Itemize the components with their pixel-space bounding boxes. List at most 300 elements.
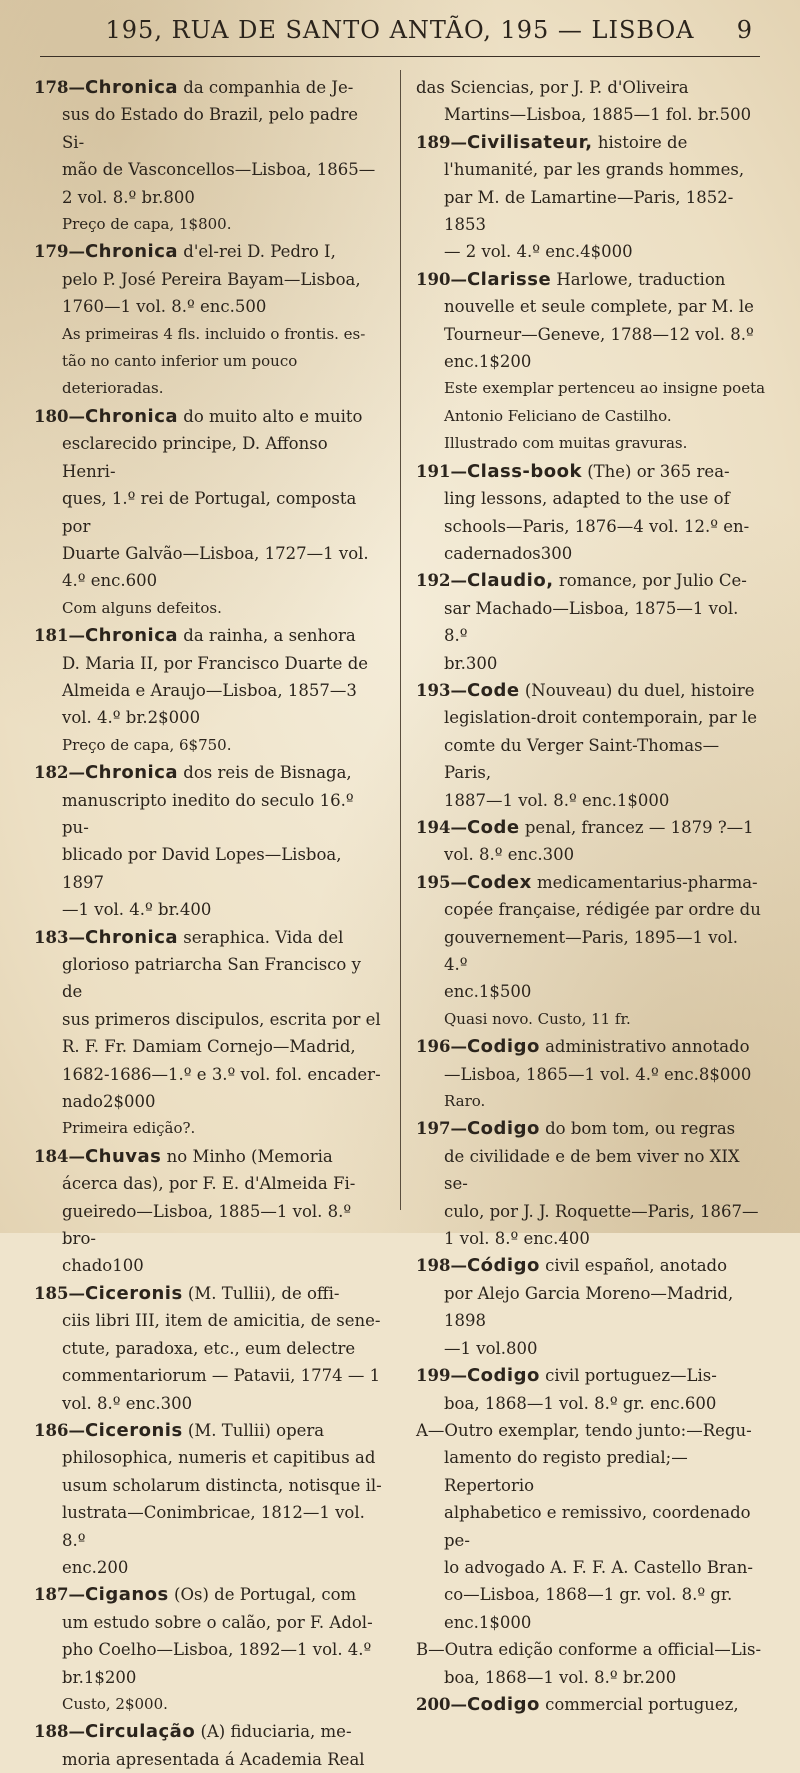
entry-price-line (416, 238, 766, 265)
entry-text: histoire de (597, 132, 688, 152)
entry-text: ctute, paradoxa, etc., eum delectre (62, 1338, 356, 1358)
entry-text: Tourneur—Geneve, 1788—12 vol. 8.º (444, 324, 754, 344)
catalogue-entry (416, 567, 766, 677)
entry-line (416, 1252, 766, 1279)
left-column (34, 74, 384, 1773)
entry-heading: Chuvas (84, 1145, 162, 1167)
entry-note: Antonio Feliciano de Castilho. (444, 406, 672, 425)
entry-number: 179— (34, 242, 85, 262)
entry-text: co—Lisboa, 1868—1 gr. vol. 8.º gr. (444, 1585, 733, 1605)
entry-number: 197— (416, 1119, 467, 1139)
entry-price: 500 (719, 105, 752, 125)
entry-line (416, 184, 766, 239)
entry-text: do bom tom, ou regras (545, 1119, 736, 1139)
entry-line (416, 1362, 766, 1389)
entry-line (34, 1006, 384, 1033)
entry-text: 2 vol. 8.º br. (62, 187, 164, 207)
entry-number: 193— (416, 680, 467, 700)
catalogue-entry (416, 74, 766, 129)
entry-price: 100 (112, 1256, 144, 1276)
entry-number: 191— (416, 461, 467, 481)
entry-text: blicado por David Lopes—Lisboa, 1897 (62, 845, 342, 892)
entry-text: civil portuguez—Lis- (545, 1366, 717, 1386)
entry-text: par M. de Lamartine—Paris, 1852-1853 (444, 187, 734, 235)
entry-line (416, 293, 766, 320)
entry-text: copée française, rédigée par ordre du (444, 900, 761, 920)
entry-text: vol. 8.º enc. (444, 845, 543, 865)
entry-price: 600 (684, 1393, 717, 1413)
entry-note: Este exemplar pertenceu ao insigne poeta (444, 379, 766, 398)
entry-line (34, 677, 384, 704)
entry-text: schools—Paris, 1876—4 vol. 12.º en- (444, 516, 750, 536)
catalogue-entry (34, 1718, 384, 1773)
entry-price-line (34, 1088, 384, 1115)
entry-text: pelo P. José Pereira Bayam—Lisboa, (62, 269, 361, 289)
entry-number: 196— (416, 1037, 467, 1057)
entry-text: cadernados (444, 543, 541, 563)
entry-line (34, 403, 384, 430)
entry-price: 200 (644, 1667, 677, 1687)
entry-text: —1 vol. (444, 1338, 507, 1358)
entry-price: 800 (506, 1338, 538, 1358)
entry-text: ácerca das), por F. E. d'Almeida Fi- (62, 1174, 356, 1194)
entry-heading: Class-book (466, 460, 582, 482)
entry-line (416, 1143, 766, 1198)
entry-line (416, 321, 766, 348)
catalogue-entry (34, 622, 384, 759)
catalogue-entry (416, 1691, 766, 1718)
entry-line (416, 266, 766, 293)
entry-price-line (34, 704, 384, 731)
catalogue-entry (416, 1115, 766, 1252)
entry-text: um estudo sobre o calão, por F. Adol- (62, 1612, 373, 1632)
entry-line (416, 732, 766, 787)
entry-price-line (416, 1335, 766, 1362)
entry-text: de civilidade e de bem viver no XIX se- (444, 1146, 740, 1194)
entry-text: —1 vol. 4.º br. (62, 900, 180, 920)
entry-text: glorioso patriarcha San Francisco y de (62, 955, 361, 1002)
entry-price: 1$000 (616, 790, 670, 810)
entry-line (34, 101, 384, 156)
entry-price: 400 (179, 900, 212, 920)
entry-text: boa, 1868—1 vol. 8.º br. (444, 1667, 645, 1687)
entry-line (416, 1033, 766, 1060)
catalogue-entry (34, 1581, 384, 1718)
entry-line (416, 1636, 766, 1663)
entry-text: manuscripto inedito do seculo 16.º pu- (62, 790, 354, 837)
entry-text: gouvernement—Paris, 1895—1 vol. 4.º (444, 927, 738, 974)
entry-line (34, 1472, 384, 1499)
entry-text: enc. (444, 982, 479, 1002)
entry-text: comte du Verger Saint-Thomas—Paris, (444, 735, 720, 783)
entry-text: da companhia de Je- (183, 78, 354, 97)
catalogue-entry (416, 266, 766, 458)
entry-price-line (34, 567, 384, 594)
entry-text: Duarte Galvão—Lisboa, 1727—1 vol. (62, 543, 369, 563)
header-rule (40, 56, 760, 57)
entry-note: tão no canto inferior um pouco deterioradas. (62, 352, 298, 398)
entry-text: (M. Tullii), de offi- (187, 1283, 340, 1303)
entry-price-line (34, 1664, 384, 1691)
entry-text: lamento do registo predial;—Repertorio (444, 1448, 688, 1495)
entry-number: 189— (416, 132, 467, 152)
entry-text: gueiredo—Lisboa, 1885—1 vol. 8.º bro- (62, 1201, 352, 1249)
catalogue-entry (34, 759, 384, 923)
entry-line (34, 1307, 384, 1334)
entry-note: Custo, 2$000. (62, 1694, 168, 1713)
entry-price: 800 (163, 187, 195, 207)
entry-text: (A) fiduciaria, me- (200, 1722, 352, 1742)
catalogue-entry (34, 403, 384, 622)
entry-text: d'el-rei D. Pedro I, (183, 242, 336, 262)
entry-note: Primeira edição?. (62, 1119, 196, 1138)
entry-text: B—Outra edição conforme a official—Lis- (416, 1640, 762, 1660)
catalogue-entry (416, 129, 766, 266)
entry-text: alphabetico e remissivo, coordenado pe- (444, 1503, 751, 1550)
entry-price-line (416, 978, 766, 1005)
entry-price-line (34, 1252, 384, 1279)
entry-text: lo advogado A. F. F. A. Castello Bran- (444, 1557, 753, 1577)
entry-price: 2$000 (147, 708, 201, 728)
entry-line (34, 156, 384, 183)
entry-line (416, 156, 766, 183)
entry-line (416, 485, 766, 512)
entry-text: pho Coelho—Lisboa, 1892—1 vol. 4.º (62, 1640, 372, 1660)
entry-text: legislation-droit contemporain, par le (444, 708, 758, 728)
entry-line (34, 266, 384, 293)
entry-price-line (416, 348, 766, 375)
entry-line (34, 1143, 384, 1170)
catalogue-entry (416, 1636, 766, 1691)
right-column (416, 74, 766, 1718)
entry-price-line (34, 896, 384, 923)
entry-price-line (416, 1609, 766, 1636)
entry-line (416, 1444, 766, 1499)
entry-line (34, 1718, 384, 1745)
entry-text: do muito alto e muito (183, 406, 363, 426)
entry-price-line (416, 540, 766, 567)
entry-line (34, 759, 384, 786)
entry-number: 194— (416, 817, 467, 837)
entry-line (34, 622, 384, 649)
entry-text: enc. (62, 1557, 97, 1577)
entry-price: 300 (542, 845, 575, 865)
entry-note: Raro. (444, 1092, 486, 1111)
entry-line (34, 1198, 384, 1253)
entry-line (416, 458, 766, 485)
entry-line (34, 1335, 384, 1362)
entry-price-line (34, 1390, 384, 1417)
entry-heading: Circulação (84, 1721, 196, 1743)
entry-text: A—Outro exemplar, tendo junto:—Regu- (416, 1420, 752, 1440)
entry-number: 181— (34, 626, 85, 646)
catalogue-entry (34, 1280, 384, 1417)
entry-text: usum scholarum distincta, notisque il- (62, 1475, 382, 1495)
entry-line (34, 1746, 384, 1773)
entry-text: no Minho (Memoria (166, 1146, 333, 1166)
entry-text: l'humanité, par les grands hommes, (444, 160, 745, 180)
entry-line (34, 1581, 384, 1608)
entry-line (34, 650, 384, 677)
entry-text: dos reis de Bisnaga, (183, 763, 352, 783)
entry-line (416, 129, 766, 156)
entry-line (416, 814, 766, 841)
entry-line (34, 951, 384, 1006)
entry-number: 198— (416, 1256, 467, 1276)
entry-text: culo, por J. J. Roquette—Paris, 1867— (444, 1201, 759, 1221)
entry-line (416, 74, 766, 101)
entry-text: enc. (444, 1612, 479, 1632)
page-number: 9 (736, 16, 752, 44)
entry-heading: Chronica (84, 926, 179, 948)
entry-text: — 2 vol. 4.º enc. (444, 242, 581, 262)
entry-line (34, 1170, 384, 1197)
entry-text: seraphica. Vida del (183, 927, 344, 947)
entry-price: 1$000 (478, 1612, 532, 1632)
entry-heading: Code (466, 679, 520, 701)
entry-text: mão de Vasconcellos—Lisboa, 1865— (62, 160, 376, 180)
entry-price: 1$200 (478, 352, 532, 372)
entry-number: 187— (34, 1585, 85, 1605)
entry-text: br. (444, 653, 466, 673)
entry-text: (Nouveau) du duel, histoire (524, 680, 755, 700)
entry-text: 1760—1 vol. 8.º enc. (62, 297, 235, 317)
entry-text: ling lessons, adapted to the use of (444, 489, 730, 509)
entry-number: 180— (34, 406, 85, 426)
entry-number: 199— (416, 1366, 467, 1386)
entry-price-line (416, 1061, 766, 1088)
entry-heading: Codex (466, 871, 532, 893)
entry-text: (Os) de Portugal, com (174, 1585, 357, 1605)
column-divider (400, 70, 401, 1210)
entry-line (34, 1499, 384, 1554)
entry-heading: Claudio, (466, 570, 554, 592)
entry-line (416, 1581, 766, 1608)
entry-line (34, 1280, 384, 1307)
entry-text: civil español, anotado (545, 1256, 728, 1276)
entry-number: 192— (416, 571, 467, 591)
entry-price: 300 (465, 653, 498, 673)
entry-number: 183— (34, 927, 85, 947)
entry-line (416, 869, 766, 896)
entry-number: 200— (416, 1694, 467, 1714)
entry-price: 2$000 (102, 1092, 156, 1112)
entry-text: boa, 1868—1 vol. 8.º gr. enc. (444, 1393, 685, 1413)
catalogue-entry (416, 814, 766, 869)
entry-line (416, 567, 766, 594)
entry-line (34, 1444, 384, 1471)
entry-line (34, 1636, 384, 1663)
entry-number: 190— (416, 269, 467, 289)
entry-text: commercial portuguez, (545, 1694, 739, 1714)
entry-text: da rainha, a senhora (183, 626, 356, 646)
entry-line (34, 1609, 384, 1636)
entry-heading: Chronica (84, 77, 179, 98)
entry-text: esclarecido principe, D. Affonso Henri- (62, 434, 328, 481)
entry-price: 300 (540, 543, 573, 563)
entry-line (416, 677, 766, 704)
entry-price-line (416, 841, 766, 868)
catalogue-entry (416, 1362, 766, 1417)
entry-text: medicamentarius-pharma- (536, 872, 758, 892)
entry-note: Preço de capa, 6$750. (62, 735, 232, 754)
entry-text: Martins—Lisboa, 1885—1 fol. br. (444, 105, 720, 125)
entry-line (34, 238, 384, 265)
entry-text: vol. 4.º br. (62, 708, 148, 728)
entry-heading: Chronica (84, 762, 179, 784)
entry-heading: Clarisse (466, 268, 552, 290)
entry-line (416, 595, 766, 650)
entry-price: 1$200 (83, 1667, 137, 1687)
entry-heading: Chronica (84, 405, 179, 427)
entry-text: 4.º enc. (62, 571, 126, 591)
entry-price-line (34, 1554, 384, 1581)
entry-line (416, 1691, 766, 1718)
entry-text: sus do Estado do Brazil, pelo padre Si- (62, 105, 358, 152)
entry-price-line (416, 101, 766, 128)
entry-line (34, 430, 384, 485)
entry-text: 1682-1686—1.º e 3.º vol. fol. encader- (62, 1064, 381, 1084)
entry-line (416, 513, 766, 540)
entry-text: commentariorum — Patavii, 1774 — 1 (62, 1366, 381, 1386)
entry-note: As primeiras 4 fls. incluido o frontis. es- (62, 324, 366, 343)
entry-line (34, 1061, 384, 1088)
entry-heading: Ciceronis (84, 1419, 183, 1441)
entry-text: nouvelle et seule complete, par M. le (444, 297, 754, 317)
entry-text: nado (62, 1092, 103, 1112)
entry-price: 1$500 (478, 982, 532, 1002)
entry-heading: Chronica (84, 625, 179, 647)
entry-text: lustrata—Conimbricae, 1812—1 vol. 8.º (62, 1503, 365, 1550)
entry-price-line (416, 1390, 766, 1417)
entry-line (416, 924, 766, 979)
catalogue-entry (34, 1143, 384, 1280)
entry-price-line (416, 1664, 766, 1691)
entry-line (416, 704, 766, 731)
entry-number: 184— (34, 1146, 85, 1166)
entry-price: 600 (125, 571, 158, 591)
entry-number: 178— (34, 78, 85, 97)
entry-note: Illustrado com muitas gravuras. (444, 434, 688, 453)
entry-price: 300 (160, 1393, 193, 1413)
entry-heading: Codigo (466, 1365, 540, 1387)
entry-text: ques, 1.º rei de Portugal, composta por (62, 489, 357, 536)
entry-line (416, 1198, 766, 1225)
entry-heading: Código (466, 1255, 540, 1277)
entry-text: 1887—1 vol. 8.º enc. (444, 790, 617, 810)
entry-line (34, 1033, 384, 1060)
entry-text: moria apresentada á Academia Real (62, 1749, 365, 1769)
entry-price: 200 (96, 1557, 129, 1577)
entry-heading: Ciceronis (84, 1282, 183, 1304)
entry-line (34, 74, 384, 101)
entry-line (416, 1115, 766, 1142)
entry-price-line (416, 650, 766, 677)
entry-text: administrativo annotado (545, 1037, 750, 1057)
entry-text: chado (62, 1256, 113, 1276)
entry-number: 188— (34, 1722, 85, 1742)
entry-text: enc. (444, 352, 479, 372)
entry-line (34, 787, 384, 842)
entry-line (416, 896, 766, 923)
page-header: 195, RUA DE SANTO ANTÃO, 195 — LISBOA (105, 16, 695, 44)
catalogue-entry (416, 677, 766, 814)
catalogue-entry (34, 924, 384, 1143)
entry-line (34, 841, 384, 896)
entry-heading: Codigo (466, 1118, 540, 1140)
entry-note: Quasi novo. Custo, 11 fr. (444, 1009, 631, 1028)
entry-heading: Civilisateur, (466, 131, 593, 153)
entry-note: Preço de capa, 1$800. (62, 215, 232, 234)
entry-text: 1 vol. 8.º enc. (444, 1229, 559, 1249)
entry-text: —Lisboa, 1865—1 vol. 4.º enc. (444, 1064, 699, 1084)
entry-price-line (34, 293, 384, 320)
entry-price: 4$000 (580, 242, 633, 262)
catalogue-entry (416, 458, 766, 568)
entry-price: 500 (234, 297, 267, 317)
entry-line (34, 1417, 384, 1444)
entry-text: D. Maria II, por Francisco Duarte de (62, 653, 369, 673)
catalogue-entry (34, 74, 384, 238)
entry-text: por Alejo Garcia Moreno—Madrid, 1898 (444, 1283, 734, 1331)
entry-line (416, 1280, 766, 1335)
catalogue-entry (416, 1252, 766, 1362)
catalogue-entry (34, 1417, 384, 1581)
entry-price-line (416, 1225, 766, 1252)
entry-text: (M. Tullii) opera (187, 1420, 325, 1440)
entry-heading: Chronica (84, 241, 179, 263)
entry-price: 8$000 (698, 1064, 752, 1084)
entry-line (416, 1499, 766, 1554)
entry-price: 400 (558, 1229, 590, 1249)
entry-heading: Code (466, 816, 520, 838)
entry-price-line (416, 787, 766, 814)
entry-line (34, 924, 384, 951)
entry-text: R. F. Fr. Damiam Cornejo—Madrid, (62, 1037, 356, 1057)
catalogue-entry (416, 1033, 766, 1115)
entry-number: 195— (416, 872, 467, 892)
entry-line (416, 1554, 766, 1581)
entry-text: br. (62, 1667, 84, 1687)
entry-line (34, 485, 384, 540)
entry-note: Com alguns defeitos. (62, 598, 222, 617)
catalogue-entry (416, 869, 766, 1033)
entry-text: Harlowe, traduction (556, 269, 726, 289)
entry-text: sar Machado—Lisboa, 1875—1 vol. 8.º (444, 598, 739, 646)
entry-text: penal, francez — 1879 ?—1 (524, 817, 754, 837)
entry-heading: Ciganos (84, 1584, 169, 1606)
entry-text: Almeida e Araujo—Lisboa, 1857—3 (62, 680, 357, 700)
entry-line (34, 540, 384, 567)
entry-number: 182— (34, 763, 85, 783)
catalogue-entry (34, 238, 384, 402)
entry-price-line (34, 184, 384, 211)
entry-text: philosophica, numeris et capitibus ad (62, 1448, 376, 1468)
entry-line (34, 1362, 384, 1389)
entry-text: (The) or 365 rea- (587, 461, 730, 481)
entry-text: romance, por Julio Ce- (558, 571, 747, 591)
entry-heading: Codigo (466, 1036, 540, 1058)
entry-text: vol. 8.º enc. (62, 1393, 161, 1413)
entry-text: ciis libri III, item de amicitia, de sene- (62, 1311, 381, 1331)
entry-number: 186— (34, 1420, 85, 1440)
catalogue-entry (416, 1417, 766, 1636)
entry-text: sus primeros discipulos, escrita por el (62, 1009, 381, 1029)
entry-text: das Sciencias, por J. P. d'Oliveira (416, 78, 689, 97)
entry-number: 185— (34, 1283, 85, 1303)
entry-line (416, 1417, 766, 1444)
entry-heading: Codigo (466, 1693, 540, 1715)
